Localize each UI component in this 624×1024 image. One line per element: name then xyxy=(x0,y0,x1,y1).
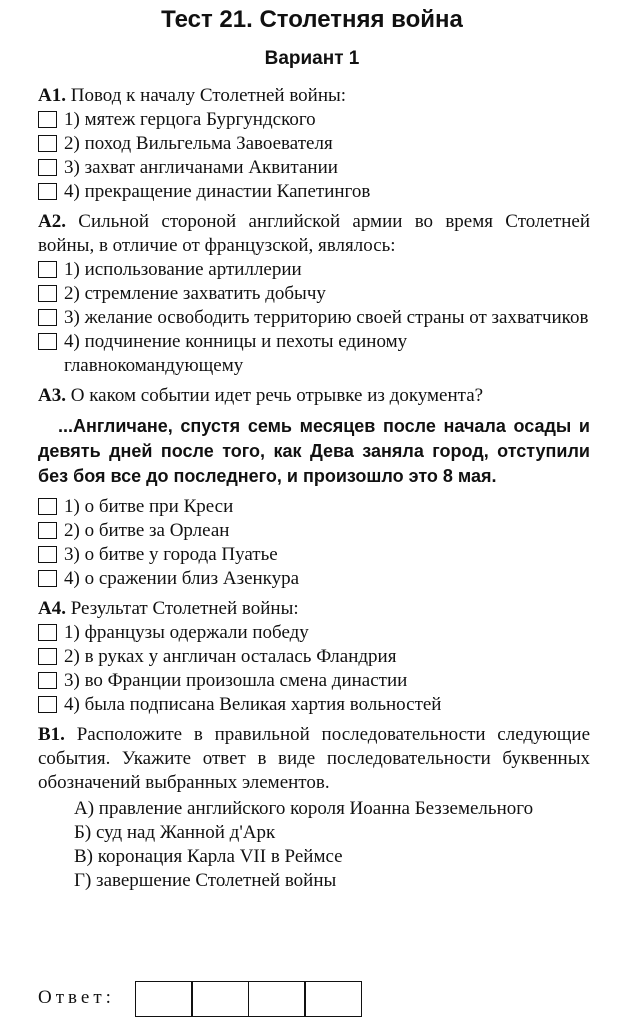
question-number: А1. xyxy=(38,85,66,106)
option[interactable] xyxy=(38,669,590,693)
checkbox[interactable] xyxy=(38,498,57,515)
checkbox[interactable] xyxy=(38,111,57,128)
option[interactable] xyxy=(38,621,590,645)
checkbox[interactable] xyxy=(38,672,57,689)
option-text: 1) французы одержали победу xyxy=(64,622,309,643)
question-number: А4. xyxy=(38,598,66,619)
checkbox[interactable] xyxy=(38,261,57,278)
checkbox[interactable] xyxy=(38,159,57,176)
option-text: 3) о битве у города Пуатье xyxy=(64,544,278,565)
option[interactable] xyxy=(38,306,590,330)
question-a1 xyxy=(38,84,590,108)
checkbox[interactable] xyxy=(38,570,57,587)
answer-cell[interactable] xyxy=(135,981,193,1017)
option[interactable] xyxy=(38,495,590,519)
option[interactable] xyxy=(38,156,590,180)
option-text: 1) о битве при Креси xyxy=(64,496,234,517)
checkbox[interactable] xyxy=(38,135,57,152)
option-text: 3) желание освободить территорию своей страны от захватчиков xyxy=(64,307,589,328)
option-text: 4) прекращение династии Капетингов xyxy=(64,181,371,202)
options-a3 xyxy=(38,495,590,591)
list-item: А) правление английского короля Иоанна Безземельного xyxy=(74,798,534,819)
option[interactable] xyxy=(38,567,590,591)
question-text: О каком событии идет речь отрывке из документа? xyxy=(70,385,484,406)
checkbox[interactable] xyxy=(38,309,57,326)
question-a3 xyxy=(38,384,590,408)
answer-cell[interactable] xyxy=(191,981,249,1017)
checkbox[interactable] xyxy=(38,285,57,302)
question-text: Результат Столетней войны: xyxy=(70,598,299,619)
option[interactable] xyxy=(38,282,590,306)
option-text: 2) о битве за Орлеан xyxy=(64,520,230,541)
question-text: Расположите в правильной последовательности следующие события. Укажите ответ в виде последовательности буквенных обозначений выбранных элементов. xyxy=(38,724,590,793)
checkbox[interactable] xyxy=(38,546,57,563)
variant-label: Вариант 1 xyxy=(264,48,360,69)
question-number: В1. xyxy=(38,724,65,745)
checkbox[interactable] xyxy=(38,333,57,350)
items-b1 xyxy=(38,797,590,893)
question-b1 xyxy=(38,723,590,795)
option-text: 1) использование артиллерии xyxy=(64,259,302,280)
question-a2 xyxy=(38,210,590,258)
document-excerpt xyxy=(38,414,590,489)
answer-label: Ответ: xyxy=(38,987,115,1008)
page-title: Тест 21. Столетняя война xyxy=(161,6,463,33)
option-text: 4) о сражении близ Азенкура xyxy=(64,568,300,589)
checkbox[interactable] xyxy=(38,648,57,665)
checkbox[interactable] xyxy=(38,624,57,641)
list-item: Г) завершение Столетней войны xyxy=(74,870,337,891)
test-content xyxy=(38,84,590,893)
option[interactable] xyxy=(38,519,590,543)
option-text: 3) во Франции произошла смена династии xyxy=(64,670,408,691)
document-text: ...Англичане, спустя семь месяцев после начала осады и девять дней после того, как Дева заняла город, отступили без боя все до последнего, и произошло это 8 мая. xyxy=(38,416,590,486)
answer-row xyxy=(38,981,590,1017)
option-text: 1) мятеж герцога Бургундского xyxy=(64,109,316,130)
options-a4 xyxy=(38,621,590,717)
option-text: 3) захват англичанами Аквитании xyxy=(64,157,338,178)
checkbox[interactable] xyxy=(38,696,57,713)
option[interactable] xyxy=(38,258,590,282)
answer-cells xyxy=(136,981,362,1017)
question-text: Сильной стороной английской армии во время Столетней войны, в отличие от французской, являлось: xyxy=(38,211,591,256)
option[interactable] xyxy=(38,693,590,717)
option[interactable] xyxy=(38,645,590,669)
option-text: 2) в руках у англичан осталась Фландрия xyxy=(64,646,397,667)
question-text: Повод к началу Столетней войны: xyxy=(70,85,347,106)
option[interactable] xyxy=(38,108,590,132)
option[interactable] xyxy=(38,180,590,204)
answer-cell[interactable] xyxy=(248,981,306,1017)
question-number: А3. xyxy=(38,385,66,406)
list-item: В) коронация Карла VII в Реймсе xyxy=(74,846,343,867)
options-a2 xyxy=(38,258,590,378)
option-text: 4) подчинение конницы и пехоты единому главнокомандующему xyxy=(64,331,408,376)
option-text: 4) была подписана Великая хартия вольностей xyxy=(64,694,442,715)
option-text: 2) поход Вильгельма Завоевателя xyxy=(64,133,333,154)
list-item: Б) суд над Жанной д'Арк xyxy=(74,822,276,843)
question-a4 xyxy=(38,597,590,621)
option[interactable] xyxy=(38,132,590,156)
options-a1 xyxy=(38,108,590,204)
answer-cell[interactable] xyxy=(304,981,362,1017)
checkbox[interactable] xyxy=(38,522,57,539)
option[interactable] xyxy=(38,330,590,378)
checkbox[interactable] xyxy=(38,183,57,200)
option[interactable] xyxy=(38,543,590,567)
question-number: А2. xyxy=(38,211,66,232)
option-text: 2) стремление захватить добычу xyxy=(64,283,326,304)
